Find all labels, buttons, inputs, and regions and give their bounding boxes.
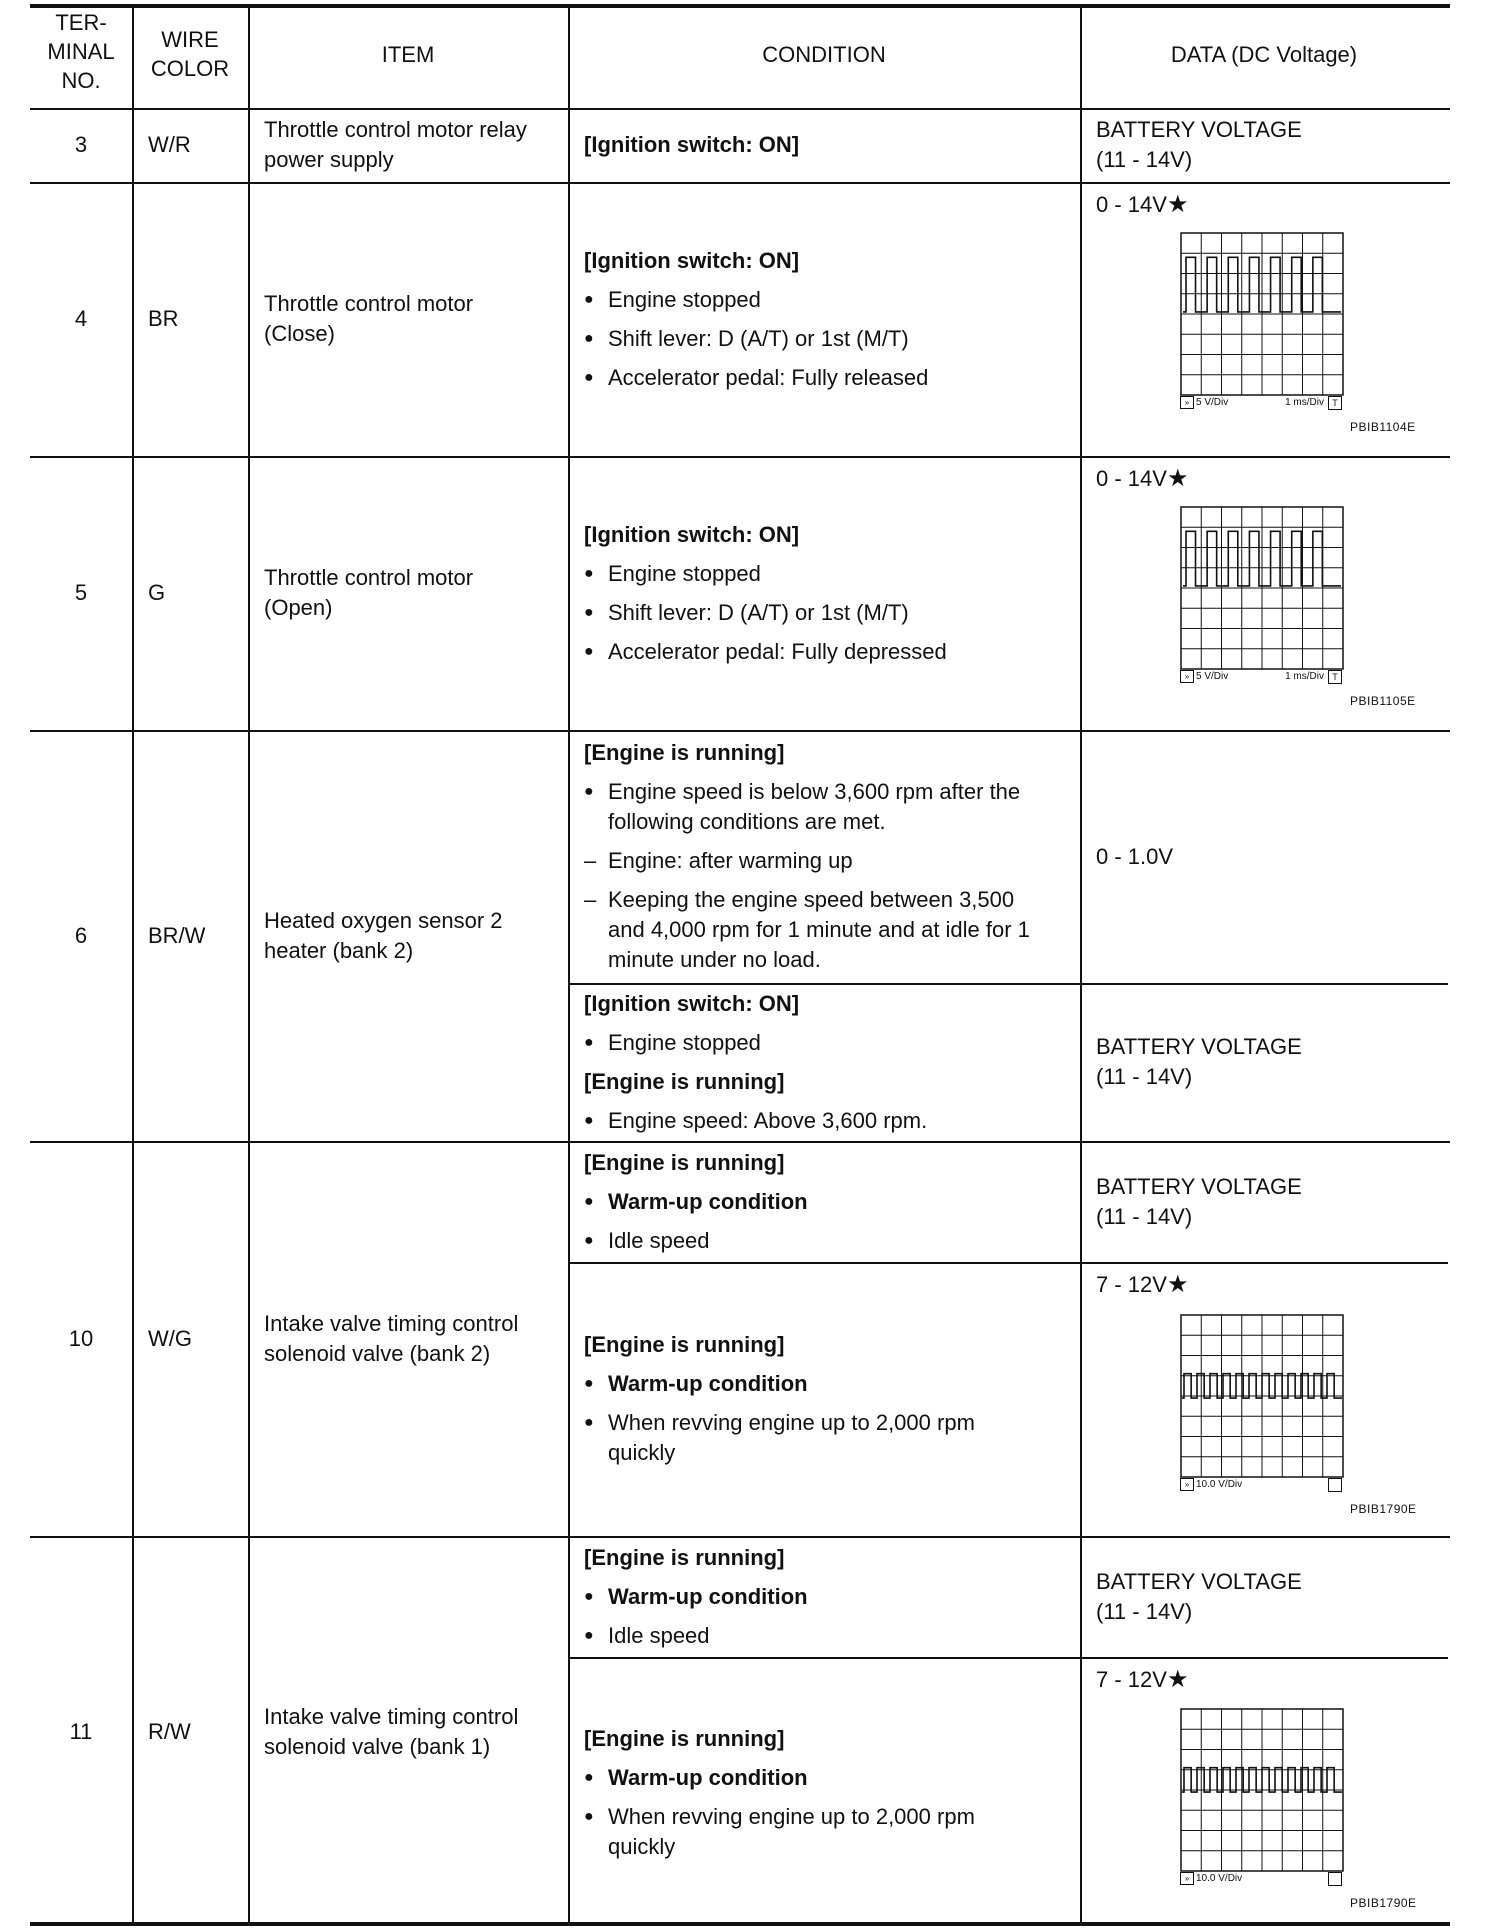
header-wire-color-line: WIRE [161,27,219,52]
header-terminal-no-line: MINAL [47,39,115,64]
condition-heading: [Engine is running] [584,740,785,765]
row-divider [30,1536,1450,1538]
scope-volts-per-div: 5 V/Div [1196,397,1229,408]
scope-trigger-icon: » [1180,670,1194,683]
header-terminal-no-line: NO. [61,68,101,93]
condition-text: Warm-up condition [608,1583,808,1609]
scope-label-strip [1180,670,1342,684]
condition-bullet-item [584,559,1064,589]
bullet-icon: ● [584,783,594,800]
scope-trigger-icon: » [1180,1478,1194,1491]
scope-trigger-icon: » [1180,396,1194,409]
scope-time-per-div: 1 ms/Div [1285,671,1324,682]
condition-bullet-item [584,1226,1064,1256]
voltage-value [1096,1270,1188,1300]
condition-text: Engine: after warming up [608,848,853,873]
bullet-icon: ● [584,1231,594,1249]
bullet-icon: ● [584,1375,594,1392]
condition-bullet-item [584,1408,1064,1438]
condition-text: When revving engine up to 2,000 rpm [608,1803,975,1829]
item-description: Throttle control motor [264,291,474,316]
voltage-range: 7 - 12V [1096,1272,1167,1297]
dash-icon: – [584,887,597,912]
condition-text: Engine stopped [608,286,761,312]
voltage-value: BATTERY VOLTAGE [1096,1173,1302,1199]
header-bottom-rule [30,108,1450,110]
condition-bullet-item [584,285,1064,315]
sub-row-divider [568,1657,1448,1659]
column-divider [1080,6,1082,1924]
wire-color: W/R [148,132,191,157]
terminal-number: 5 [74,580,88,605]
bullet-icon: ● [584,564,594,582]
scope-marker-box [1328,1872,1342,1886]
voltage-range: 0 - 14V [1096,192,1167,217]
oscilloscope-waveform [1180,1708,1344,1872]
figure-code: PBIB1790E [1350,1896,1417,1910]
condition-bullet-item [584,1028,1064,1058]
condition-text: Warm-up condition [608,1371,808,1396]
header-terminal-no [30,8,132,95]
voltage-value: (11 - 14V) [1096,147,1193,172]
star-icon: ★ [1166,1666,1189,1693]
row-divider [30,456,1450,458]
condition-bullet-item [584,1763,1064,1793]
voltage-range: 7 - 12V [1096,1667,1167,1692]
column-divider [248,6,250,1924]
header-item: ITEM [381,42,435,67]
item-description: Intake valve timing control [264,1704,519,1729]
condition-bullet-item [584,1621,1064,1651]
bullet-icon: ● [584,329,594,347]
header-condition: CONDITION [762,42,886,67]
column-divider [568,6,570,1924]
condition-heading: [Ignition switch: ON] [584,247,800,273]
terminal-number: 11 [69,1719,93,1744]
condition-heading: [Ignition switch: ON] [584,991,800,1016]
sub-row-divider [568,983,1448,985]
condition-continuation: quickly [608,1440,676,1465]
voltage-value: (11 - 14V) [1096,1064,1193,1089]
condition-dash-item [584,846,1064,876]
figure-code: PBIB1105E [1350,694,1416,708]
wire-color: BR [148,306,179,331]
condition-text: When revving engine up to 2,000 rpm [608,1410,975,1435]
condition-text: Idle speed [608,1622,710,1648]
voltage-value: BATTERY VOLTAGE [1096,1568,1302,1594]
condition-continuation: minute under no load. [608,947,821,972]
header-terminal-no-line: TER- [55,10,107,35]
condition-heading: [Ignition switch: ON] [584,521,800,547]
item-description: Heated oxygen sensor 2 [264,907,503,933]
scope-volts-per-div: 10.0 V/Div [1196,1479,1243,1490]
item-description: power supply [264,147,394,172]
sub-row-divider [568,1262,1448,1264]
bullet-icon: ● [584,1587,594,1605]
wire-color: G [148,580,166,605]
item-description: Throttle control motor [264,565,474,590]
condition-heading: [Engine is running] [584,1544,785,1570]
condition-heading: [Engine is running] [584,1149,785,1175]
scope-label-strip [1180,1478,1342,1492]
scope-volts-per-div: 10.0 V/Div [1196,1873,1243,1884]
scope-marker-box [1328,1478,1342,1492]
condition-bullet-item [584,1802,1064,1832]
condition-bullet-item [584,1582,1064,1612]
header-wire-color [132,25,248,83]
star-icon: ★ [1166,1271,1189,1298]
terminal-number: 6 [74,922,88,948]
item-description: solenoid valve (bank 2) [264,1340,491,1366]
condition-text: Engine speed: Above 3,600 rpm. [608,1108,928,1133]
condition-bullet-item [584,598,1064,628]
condition-continuation: following conditions are met. [608,809,886,834]
scope-trace [1182,1374,1342,1398]
condition-bullet-item [584,363,1064,393]
condition-continuation: and 4,000 rpm for 1 minute and at idle for 1 [608,917,1030,942]
bullet-icon: ● [584,1807,594,1825]
bullet-icon: ● [584,1768,594,1786]
figure-code: PBIB1104E [1350,420,1416,434]
voltage-value: (11 - 14V) [1096,1598,1193,1624]
item-description: solenoid valve (bank 1) [264,1734,491,1759]
voltage-value: BATTERY VOLTAGE [1096,117,1302,142]
scope-trigger-icon: » [1180,1872,1194,1885]
condition-text: Shift lever: D (A/T) or 1st (M/T) [608,599,909,625]
condition-text: Engine speed is below 3,600 rpm after the [608,779,1021,804]
condition-text: Warm-up condition [608,1764,808,1790]
terminal-number: 3 [74,132,88,157]
scope-marker-box: T [1328,396,1342,410]
wire-color: BR/W [148,922,206,948]
voltage-value [1096,190,1188,220]
condition-bullet-item [584,1106,1064,1136]
wire-color: R/W [148,1719,191,1744]
bullet-icon: ● [584,1414,594,1431]
star-icon: ★ [1166,191,1189,218]
item-description: heater (bank 2) [264,937,414,963]
bullet-icon: ● [584,603,594,621]
condition-bullet-item [584,1187,1064,1217]
oscilloscope-waveform [1180,232,1344,396]
voltage-value [1096,464,1188,494]
bullet-icon: ● [584,368,594,386]
bullet-icon: ● [584,1626,594,1644]
row-divider [30,730,1450,732]
condition-text: Accelerator pedal: Fully released [608,364,929,390]
condition-bullet-item [584,1369,1064,1399]
terminal-number: 10 [68,1325,94,1351]
star-icon: ★ [1166,465,1189,492]
condition-text: Keeping the engine speed between 3,500 [608,887,1015,912]
terminal-number: 4 [74,306,88,331]
bullet-icon: ● [584,1112,594,1129]
condition-heading: [Ignition switch: ON] [584,132,800,157]
condition-text: Accelerator pedal: Fully depressed [608,638,947,664]
dash-icon: – [584,848,597,873]
bullet-icon: ● [584,290,594,308]
bullet-icon: ● [584,1034,594,1051]
scope-label-strip [1180,1872,1342,1886]
table-bottom-rule [30,1922,1450,1926]
scope-time-per-div: 1 ms/Div [1285,397,1324,408]
item-description: Throttle control motor relay [264,117,527,142]
voltage-value: (11 - 14V) [1096,1203,1193,1229]
scope-volts-per-div: 5 V/Div [1196,671,1229,682]
condition-bullet-item [584,637,1064,667]
voltage-value: BATTERY VOLTAGE [1096,1034,1302,1059]
voltage-value [1096,1665,1188,1695]
condition-text: Shift lever: D (A/T) or 1st (M/T) [608,325,909,351]
item-description: Intake valve timing control [264,1310,519,1336]
condition-dash-item [584,885,1064,915]
condition-text: Idle speed [608,1227,710,1253]
condition-heading: [Engine is running] [584,1069,785,1094]
header-wire-color-line: COLOR [150,56,230,81]
wire-color: W/G [148,1325,192,1351]
bullet-icon: ● [584,642,594,660]
bullet-icon: ● [584,1192,594,1210]
condition-continuation: quickly [608,1833,676,1859]
scope-trace [1182,1768,1342,1792]
item-description: (Close) [264,321,335,346]
condition-text: Engine stopped [608,1030,761,1055]
voltage-value: 0 - 1.0V [1096,843,1174,869]
header-data: DATA (DC Voltage) [1170,42,1358,67]
condition-heading: [Engine is running] [584,1725,785,1751]
oscilloscope-waveform [1180,1314,1344,1478]
scope-marker-box: T [1328,670,1342,684]
row-divider [30,182,1450,184]
condition-bullet-item [584,777,1064,807]
figure-code: PBIB1790E [1350,1502,1417,1516]
row-divider [30,1141,1450,1143]
condition-heading: [Engine is running] [584,1332,785,1357]
oscilloscope-waveform [1180,506,1344,670]
condition-text: Engine stopped [608,560,761,586]
item-description: (Open) [264,595,333,620]
condition-text: Warm-up condition [608,1188,808,1214]
voltage-range: 0 - 14V [1096,466,1167,491]
condition-bullet-item [584,324,1064,354]
column-divider [132,6,134,1924]
table-top-rule [30,4,1450,8]
scope-label-strip [1180,396,1342,410]
